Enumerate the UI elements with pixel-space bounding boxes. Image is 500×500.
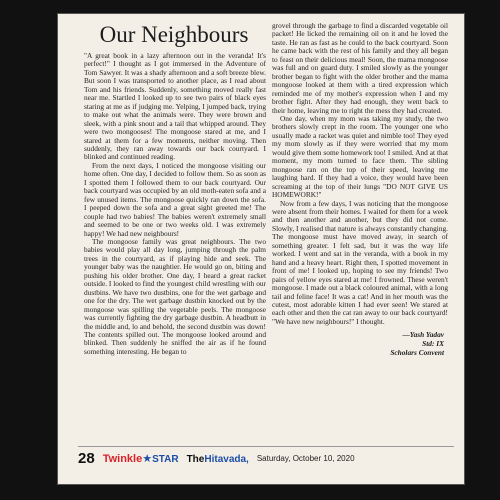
brand-star: STAR <box>152 454 179 465</box>
page-number: 28 <box>78 449 95 467</box>
publication-date: Saturday, October 10, 2020 <box>256 453 355 463</box>
publication-name <box>187 449 249 467</box>
author-name: —Yash Yadav <box>402 330 444 340</box>
article-paragraph: One day, when my mom was taking my study, the two brothers slowly crept in the room. The younger one who usually made a racket was quiet and nimble too! They eyed my mom slowly as if they were worried that my mom would give them some homework too! I smiled. And at that moment, my mom turned to face them. The sibling mongoose ran on the top of their speed, leaving me laughing hard. If they had a voice, they would have been screaming at the top of their lungs "DO NOT GIVE US HOMEWORK!" <box>272 113 448 200</box>
author-school: Scholars Convent <box>390 348 444 358</box>
article-column-right <box>272 22 448 440</box>
article-paragraph: Now from a few days, I was noticing that the mongoose were absent from their homes. I waited for them for a week and then another and another, but they did not come. Slowly, I realised that nature is always constantly changing. The mongoose must have moved away, in search of something greater. I felt sad, but it was the way life worked. I went and sat in the veranda, with a book in my hand and a heavy heart. Right then, I spotted movement in front of me! I looked up, hoping to see my friends! Two pairs of yellow eyes stared at me! I frowned. These weren't mongoose. I made out a black coloured animal, with a long tail and feline face! It was a cat! And in her mouth was the cutest, most adorable kitten I had ever seen! We stared at each other and then the cat ran away to our back courtyard! "We have new neighbours!" I thought. <box>272 198 448 326</box>
brand-twinkle: Twinkle <box>102 453 143 465</box>
article-paragraph: "A great book in a lazy afternoon out in the veranda! It's perfect!" I thought as I got immersed in the Adventure of Tom Sawyer. It was a shady afternoon and a soft breeze blew. But soon I was transported to another place, as I read about Tom and his friends. Suddenly, something moved really fast near me. Startled I looked up to see two pairs of black eyes staring at me as if judging me. Yelping, I jumped back, trying to make out what the animals were. They were brown and sleek, with a pink snout and a tail that whipped around. They were two mongooses! The mongoose stared at me, and I stared at them for a few moments, neither moving. Then suddenly, they ran away towards our back courtyard. I blinked and continued reading. <box>84 52 266 162</box>
author-signoff <box>272 330 444 357</box>
article-title: Our Neighbours <box>99 22 249 47</box>
brand-the: The <box>186 454 205 465</box>
newspaper-page <box>58 14 464 484</box>
article-column-left <box>84 52 266 440</box>
star-icon: ★ <box>142 453 153 465</box>
article-paragraph: grovel through the garbage to find a discarded vegetable oil packet! He licked the remaining oil on it and he loved the taste. He ran as fast as he could to the back courtyard. Soon he came back with the rest of his family and they all began to feast on their delicious meal! Soon, the mama mongoose was full and on guard duty. I smiled slowly as the younger brother began to fight with the older brother and the mama mongoose looked at them with a tired expression which reminded me of my mother's expression when I and my brother fight. After they had enough, they went back to their home, leaving me to right the mess they had created. <box>272 22 448 115</box>
author-class: Std: IX <box>422 339 444 349</box>
page-footer <box>78 446 454 469</box>
article-paragraph: The mongoose family was great neighbours. The two babies would play all day long, jumping through the palm trees in the courtyard, as if playing hide and seek. The younger baby was the naughtier. He would go on, biting and pushing his older brother. One day, I heard a great racket outside. I looked to find the youngest child wrestling with our dustbins. We have two dustbins, one for the wet garbage and one for the dry. The wet garbage dustbin knocked out by the mongoose was spilling the vegetable peels. The mongoose was currently fighting the dry garbage dustbin. A headbutt in the middle and, lo and behold, the second dustbin was down! The contents spilled out. The mongoose looked around and blinked. Then suddenly he sniffed the air as if he found something interesting. He began to <box>84 236 266 356</box>
brand-hitavada: Hitavada, <box>204 454 249 465</box>
brand-logo <box>103 449 179 467</box>
article-paragraph: From the next days, I noticed the mongoose visiting our home often. One day, I decided to follow them. So as soon as I spotted them I followed them to our back courtyard. Our back courtyard was occupied by an old moth-eaten sofa and a few unused items. The mongoose quickly ran down the sofa. I peeped down the sofa and a great sight greeted me! The couple had two babies! The babies weren't extremely small and seemed to be one or two weeks old. I was extremely happy! We had new neighbours! <box>84 160 266 238</box>
